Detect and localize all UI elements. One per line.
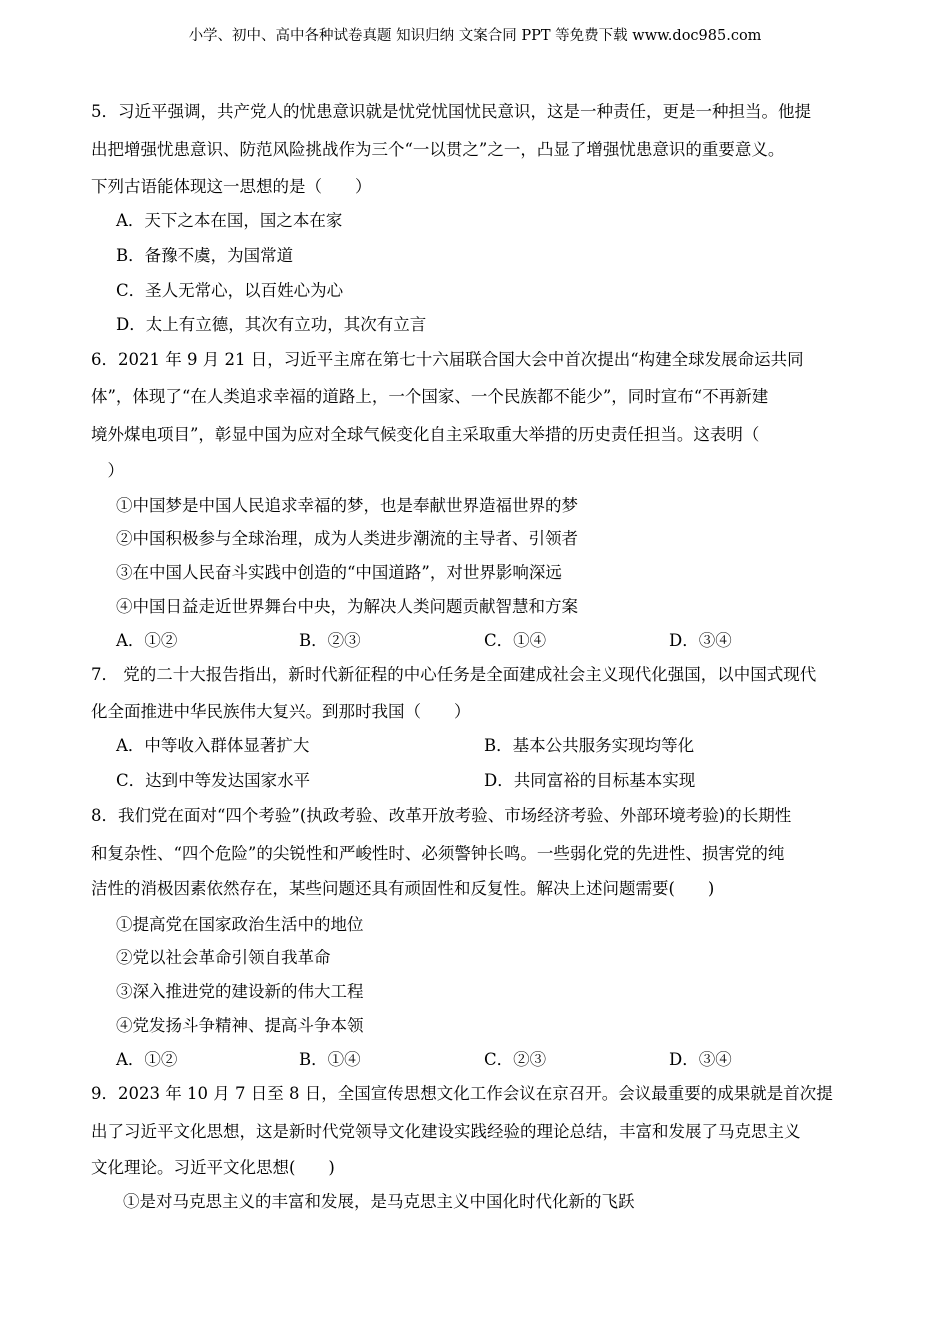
question-text-line: 化全面推进中华民族伟大复兴。到那时我国（ ） <box>91 702 471 721</box>
option-a: A．天下之本在国，国之本在家 <box>116 211 343 230</box>
statement-item: ②党以社会革命引领自我革命 <box>116 948 331 967</box>
question-text-line: 洁性的消极因素依然存在，某些问题还具有顽固性和反复性。解决上述问题需要( ) <box>91 879 715 898</box>
choice-d: D．③④ <box>669 1050 732 1069</box>
statement-item: ①提高党在国家政治生活中的地位 <box>116 915 364 934</box>
option-d: D．太上有立德，其次有立功，其次有立言 <box>116 315 427 334</box>
option-b: B．基本公共服务实现均等化 <box>484 736 695 755</box>
question-text-line: 境外煤电项目”，彰显中国为应对全球气候变化自主采取重大举措的历史责任担当。这表明（ <box>91 425 760 444</box>
page-header-watermark: 小学、初中、高中各种试卷真题 知识归纳 文案合同 PPT 等免费下载 www.doc985.com <box>188 28 762 44</box>
option-a: A．中等收入群体显著扩大 <box>116 736 310 755</box>
question-text-line: 7． 党的二十大报告指出，新时代新征程的中心任务是全面建成社会主义现代化强国，以中国式现代 <box>91 665 817 684</box>
option-c: C．达到中等发达国家水平 <box>116 771 311 790</box>
choice-c: C．②③ <box>484 1050 547 1069</box>
question-text-line: 8．我们党在面对“四个考验”(执政考验、改革开放考验、市场经济考验、外部环境考验)的长期性 <box>91 806 792 825</box>
question-text-line: 出了习近平文化思想，这是新时代党领导文化建设实践经验的理论总结，丰富和发展了马克思主义 <box>91 1122 801 1141</box>
option-b: B．备豫不虞，为国常道 <box>116 246 294 265</box>
option-c: C．圣人无常心，以百姓心为心 <box>116 281 344 300</box>
question-text-line: ） <box>91 461 124 480</box>
choice-d: D．③④ <box>669 631 732 650</box>
statement-item: ①中国梦是中国人民追求幸福的梦，也是奉献世界造福世界的梦 <box>116 496 578 515</box>
question-text-line: 下列古语能体现这一思想的是（ ） <box>91 177 372 196</box>
question-text-line: 6．2021 年 9 月 21 日，习近平主席在第七十六届联合国大会中首次提出“构建全球发展命运共同 <box>91 350 804 369</box>
statement-item: ①是对马克思主义的丰富和发展，是马克思主义中国化时代化新的飞跃 <box>123 1192 635 1211</box>
choice-c: C．①④ <box>484 631 547 650</box>
choice-b: B．①④ <box>299 1050 361 1069</box>
choice-a: A．①② <box>116 1050 178 1069</box>
option-d: D．共同富裕的目标基本实现 <box>484 771 696 790</box>
statement-item: ③深入推进党的建设新的伟大工程 <box>116 982 364 1001</box>
question-text-line: 和复杂性、“四个危险”的尖锐性和严峻性时、必须警钟长鸣。一些弱化党的先进性、损害党的纯 <box>91 844 785 863</box>
statement-item: ④党发扬斗争精神、提高斗争本领 <box>116 1016 364 1035</box>
question-text-line: 9．2023 年 10 月 7 日至 8 日，全国宣传思想文化工作会议在京召开。会议最重要的成果就是首次提 <box>91 1084 833 1103</box>
question-text-line: 文化理论。习近平文化思想( ) <box>91 1158 335 1177</box>
choice-b: B．②③ <box>299 631 361 650</box>
choice-a: A．①② <box>116 631 178 650</box>
statement-item: ③在中国人民奋斗实践中创造的“中国道路”，对世界影响深远 <box>116 563 562 582</box>
statement-item: ②中国积极参与全球治理，成为人类进步潮流的主导者、引领者 <box>116 529 578 548</box>
question-text-line: 5．习近平强调，共产党人的忧患意识就是忧党忧国忧民意识，这是一种责任，更是一种担当。他提 <box>91 102 811 121</box>
statement-item: ④中国日益走近世界舞台中央，为解决人类问题贡献智慧和方案 <box>116 597 578 616</box>
question-text-line: 体”，体现了“在人类追求幸福的道路上，一个国家、一个民族都不能少”，同时宣布“不再新建 <box>91 387 769 406</box>
question-text-line: 出把增强忧患意识、防范风险挑战作为三个“一以贯之”之一，凸显了增强忧患意识的重要意义。 <box>91 140 785 159</box>
